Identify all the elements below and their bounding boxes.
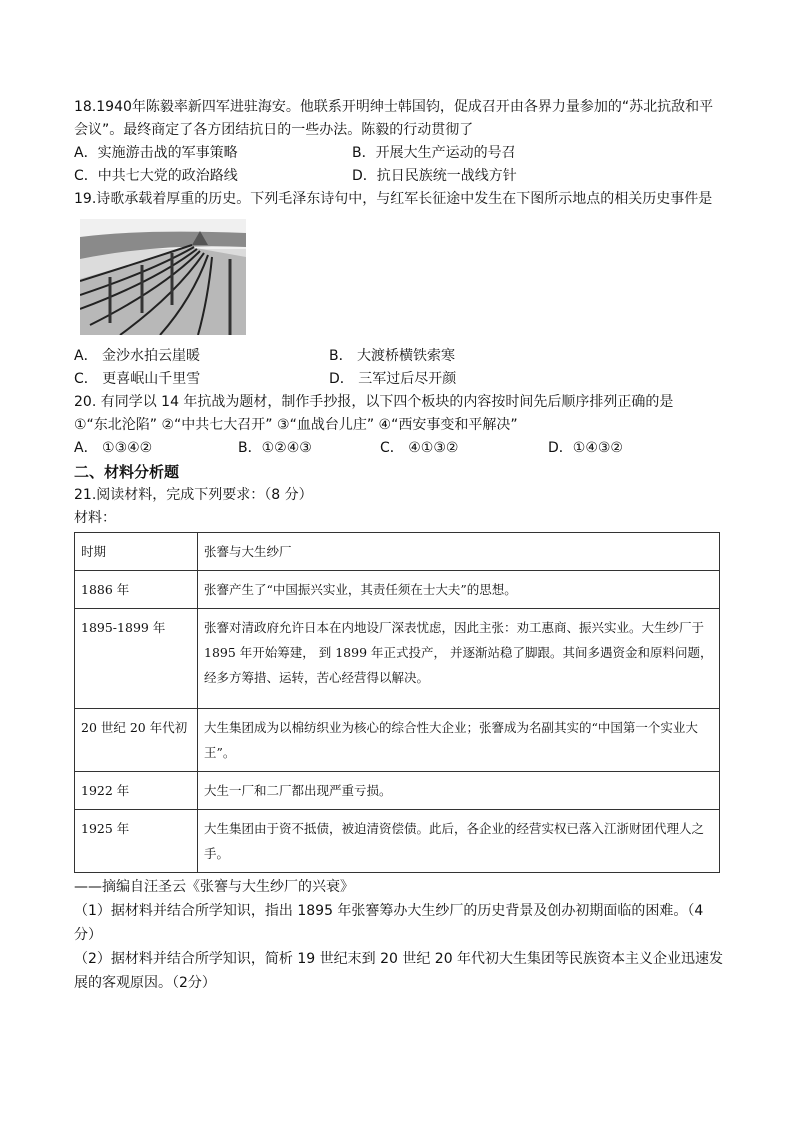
q18-option-d[interactable]: D．抗日民族统一战线方针 [352,168,517,184]
q19-stem: 19.诗歌承载着厚重的历史。下列毛泽东诗句中，与红军长征途中发生在下图所示地点的相关历史事件是 [74,191,713,207]
section-title: 二、材料分析题 [74,463,180,481]
q19-option-d[interactable]: D． 三军过后尽开颜 [329,371,457,387]
material-label: 材料： [74,510,116,526]
table-row [75,772,720,810]
q20-option-a[interactable]: A． ①③④② [74,440,153,456]
q18-options-row2 [74,165,724,188]
q19-option-c[interactable]: C． 更喜岷山千里雪 [74,371,201,387]
table-cell-period: 20 世纪 20 年代初 [75,709,198,772]
q21-sub2: （2）据材料并结合所学知识，简析 19 世纪末到 20 世纪 20 年代初大生集团等民族资本主义企业迅速发展的客观原因。（2分） [74,951,724,991]
chain-bridge-photo [80,219,246,335]
q20-option-b[interactable]: B．①②④③ [238,440,312,456]
q18-options-row1 [74,142,724,165]
q19-option-b[interactable]: B． 大渡桥横铁索寒 [329,348,456,364]
table-cell-period: 1925 年 [75,810,198,873]
q20-options [74,437,724,460]
table-cell-content: 大生集团由于资不抵债，被迫清资偿债。此后，各企业的经营实权已落入江浙财团代理人之手。 [198,810,720,873]
table-row [75,810,720,873]
q21-sub1: （1）据材料并结合所学知识，指出 1895 年张謇筹办大生纱厂的历史背景及创办初期面临的困难。（4分） [74,903,704,943]
material-source: ——摘编自汪圣云《张謇与大生纱厂的兴衰》 [74,879,354,895]
bridge-image [80,219,246,335]
table-row [75,609,720,709]
table-row [75,571,720,609]
q20-stem: 20. 有同学以 14 年抗战为题材，制作手抄报，以下四个板块的内容按时间先后顺序排列正确的是 [74,394,674,410]
q20-option-d[interactable]: D．①④③② [548,440,623,456]
table-header-cell: 张謇与大生纱厂 [198,533,720,571]
table-cell-content: 张謇对清政府允许日本在内地设厂深表忧虑，因此主张：劝工惠商、振兴实业。大生纱厂于 1895 年开始筹建， 到 1899 年正式投产， 并逐渐站稳了脚跟。其间多遇资金和原料问题，经多方筹措、运转，苦心经营得以解决。 [198,609,720,709]
table-cell-content: 张謇产生了“中国振兴实业，其责任须在士大夫”的思想。 [198,571,720,609]
q18-option-a[interactable]: A．实施游击战的军事策略 [74,145,238,161]
q18-stem: 18.1940年陈毅率新四军进驻海安。他联系开明绅士韩国钧，促成召开由各界力量参加的“苏北抗敌和平会议”。最终商定了各方团结抗日的一些办法。陈毅的行动贯彻了 [74,99,714,138]
q18-option-b[interactable]: B．开展大生产运动的号召 [352,145,516,161]
material-table [74,532,720,873]
table-cell-content: 大生一厂和二厂都出现严重亏损。 [198,772,720,810]
q19-options-row1 [74,345,724,368]
exam-page [74,96,724,995]
q18-option-c[interactable]: C．中共七大党的政治路线 [74,168,238,184]
table-cell-content: 大生集团成为以棉纺织业为核心的综合性大企业；张謇成为名副其实的“中国第一个实业大王”。 [198,709,720,772]
table-header-cell: 时期 [75,533,198,571]
table-cell-period: 1922 年 [75,772,198,810]
table-header-row [75,533,720,571]
table-cell-period: 1895-1899 年 [75,609,198,709]
table-row [75,709,720,772]
q19-option-a[interactable]: A． 金沙水拍云崖暖 [74,348,201,364]
q20-option-c[interactable]: C． ④①③② [380,440,459,456]
q19-options-row2 [74,368,724,391]
table-cell-period: 1886 年 [75,571,198,609]
q20-items: ①“东北沦陷” ②“中共七大召开” ③“血战台儿庄” ④“西安事变和平解决” [74,417,518,433]
q21-stem: 21.阅读材料，完成下列要求：（8 分） [74,487,313,503]
